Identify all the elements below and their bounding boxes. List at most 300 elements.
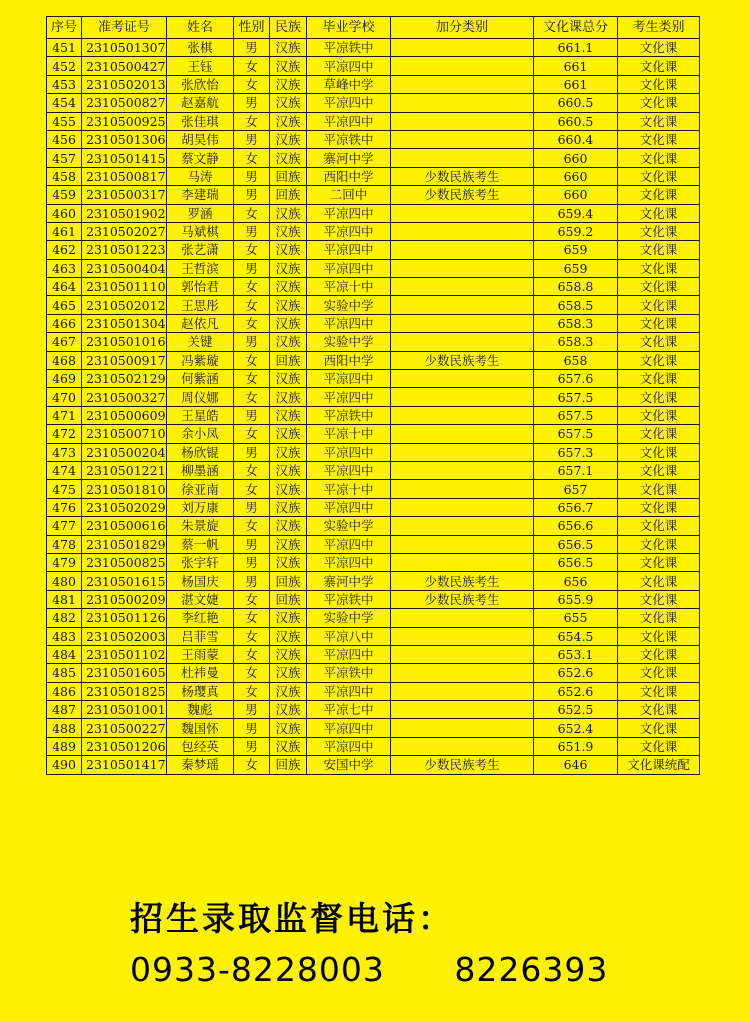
cell-total-score: 659 xyxy=(534,241,618,259)
header-seq: 序号 xyxy=(47,17,82,39)
table-row xyxy=(47,112,700,130)
cell-ethnicity: 回族 xyxy=(270,590,307,608)
cell-bonus-type xyxy=(391,664,534,682)
cell-ethnicity: 汉族 xyxy=(270,39,307,57)
cell-gender: 男 xyxy=(234,94,270,112)
cell-exam-number: 2310501206 xyxy=(82,737,167,755)
cell-seq: 483 xyxy=(47,627,82,645)
cell-seq: 464 xyxy=(47,278,82,296)
cell-total-score: 654.5 xyxy=(534,627,618,645)
cell-school: 平凉四中 xyxy=(307,204,391,222)
cell-bonus-type xyxy=(391,443,534,461)
cell-exam-number: 2310501306 xyxy=(82,130,167,148)
cell-name: 王哲滨 xyxy=(167,259,234,277)
table-row xyxy=(47,590,700,608)
cell-name: 赵嘉航 xyxy=(167,94,234,112)
cell-candidate-type: 文化课 xyxy=(618,609,700,627)
cell-bonus-type: 少数民族考生 xyxy=(391,590,534,608)
cell-bonus-type xyxy=(391,259,534,277)
cell-gender: 女 xyxy=(234,296,270,314)
cell-ethnicity: 回族 xyxy=(270,186,307,204)
cell-seq: 479 xyxy=(47,553,82,571)
cell-ethnicity: 回族 xyxy=(270,756,307,774)
cell-ethnicity: 汉族 xyxy=(270,553,307,571)
cell-exam-number: 2310502012 xyxy=(82,296,167,314)
cell-exam-number: 2310501223 xyxy=(82,241,167,259)
cell-name: 刘万康 xyxy=(167,498,234,516)
cell-candidate-type: 文化课 xyxy=(618,627,700,645)
cell-exam-number: 2310501126 xyxy=(82,609,167,627)
cell-candidate-type: 文化课 xyxy=(618,351,700,369)
cell-bonus-type xyxy=(391,425,534,443)
cell-gender: 男 xyxy=(234,572,270,590)
cell-seq: 460 xyxy=(47,204,82,222)
cell-bonus-type xyxy=(391,314,534,332)
cell-ethnicity: 汉族 xyxy=(270,737,307,755)
table-row xyxy=(47,259,700,277)
table-row xyxy=(47,204,700,222)
cell-exam-number: 2310502129 xyxy=(82,370,167,388)
cell-exam-number: 2310501810 xyxy=(82,480,167,498)
cell-exam-number: 2310501307 xyxy=(82,39,167,57)
cell-candidate-type: 文化课 xyxy=(618,278,700,296)
cell-gender: 女 xyxy=(234,278,270,296)
cell-ethnicity: 汉族 xyxy=(270,719,307,737)
cell-name: 张棋 xyxy=(167,39,234,57)
cell-gender: 女 xyxy=(234,664,270,682)
table-row xyxy=(47,75,700,93)
cell-bonus-type xyxy=(391,737,534,755)
cell-candidate-type: 文化课 xyxy=(618,370,700,388)
cell-gender: 男 xyxy=(234,498,270,516)
cell-name: 赵依凡 xyxy=(167,314,234,332)
cell-school: 平凉铁中 xyxy=(307,130,391,148)
cell-exam-number: 2310500917 xyxy=(82,351,167,369)
cell-candidate-type: 文化课 xyxy=(618,572,700,590)
cell-exam-number: 2310501417 xyxy=(82,756,167,774)
cell-bonus-type xyxy=(391,333,534,351)
cell-seq: 488 xyxy=(47,719,82,737)
table-row xyxy=(47,480,700,498)
cell-candidate-type: 文化课 xyxy=(618,461,700,479)
cell-school: 平凉四中 xyxy=(307,719,391,737)
cell-exam-number: 2310501615 xyxy=(82,572,167,590)
cell-total-score: 661 xyxy=(534,57,618,75)
cell-bonus-type xyxy=(391,94,534,112)
cell-bonus-type xyxy=(391,461,534,479)
cell-exam-number: 2310501829 xyxy=(82,535,167,553)
table-row xyxy=(47,572,700,590)
cell-ethnicity: 回族 xyxy=(270,351,307,369)
cell-ethnicity: 汉族 xyxy=(270,149,307,167)
cell-total-score: 655.9 xyxy=(534,590,618,608)
table-row xyxy=(47,682,700,700)
cell-candidate-type: 文化课 xyxy=(618,204,700,222)
cell-school: 平凉四中 xyxy=(307,259,391,277)
cell-bonus-type xyxy=(391,75,534,93)
table-row xyxy=(47,278,700,296)
cell-ethnicity: 汉族 xyxy=(270,388,307,406)
cell-candidate-type: 文化课 xyxy=(618,186,700,204)
cell-school: 平凉铁中 xyxy=(307,664,391,682)
cell-bonus-type xyxy=(391,296,534,314)
table-row xyxy=(47,94,700,112)
cell-seq: 471 xyxy=(47,406,82,424)
admission-table xyxy=(46,16,700,775)
header-ethnicity: 民族 xyxy=(270,17,307,39)
cell-exam-number: 2310500616 xyxy=(82,517,167,535)
cell-name: 罗涵 xyxy=(167,204,234,222)
cell-name: 蔡一帆 xyxy=(167,535,234,553)
cell-seq: 481 xyxy=(47,590,82,608)
header-candidate-type: 考生类别 xyxy=(618,17,700,39)
cell-exam-number: 2310501605 xyxy=(82,664,167,682)
table-row xyxy=(47,130,700,148)
cell-school: 平凉四中 xyxy=(307,535,391,553)
cell-school: 实验中学 xyxy=(307,609,391,627)
cell-exam-number: 2310502027 xyxy=(82,222,167,240)
cell-total-score: 660 xyxy=(534,186,618,204)
cell-name: 包经英 xyxy=(167,737,234,755)
cell-total-score: 661.1 xyxy=(534,39,618,57)
cell-total-score: 656 xyxy=(534,572,618,590)
cell-bonus-type xyxy=(391,701,534,719)
cell-seq: 462 xyxy=(47,241,82,259)
cell-ethnicity: 汉族 xyxy=(270,94,307,112)
cell-exam-number: 2310500209 xyxy=(82,590,167,608)
cell-seq: 465 xyxy=(47,296,82,314)
cell-total-score: 659.4 xyxy=(534,204,618,222)
cell-seq: 459 xyxy=(47,186,82,204)
table-row xyxy=(47,498,700,516)
cell-exam-number: 2310500925 xyxy=(82,112,167,130)
cell-exam-number: 2310501902 xyxy=(82,204,167,222)
cell-seq: 466 xyxy=(47,314,82,332)
cell-gender: 男 xyxy=(234,333,270,351)
cell-bonus-type: 少数民族考生 xyxy=(391,572,534,590)
cell-school: 平凉四中 xyxy=(307,241,391,259)
cell-gender: 女 xyxy=(234,75,270,93)
cell-name: 徐亚南 xyxy=(167,480,234,498)
table-row xyxy=(47,756,700,774)
cell-school: 实验中学 xyxy=(307,333,391,351)
cell-seq: 478 xyxy=(47,535,82,553)
cell-total-score: 657.5 xyxy=(534,406,618,424)
cell-exam-number: 2310500404 xyxy=(82,259,167,277)
cell-gender: 女 xyxy=(234,480,270,498)
cell-bonus-type xyxy=(391,39,534,57)
cell-exam-number: 2310501415 xyxy=(82,149,167,167)
cell-gender: 男 xyxy=(234,719,270,737)
cell-name: 王星皓 xyxy=(167,406,234,424)
cell-candidate-type: 文化课 xyxy=(618,480,700,498)
header-bonus-type: 加分类别 xyxy=(391,17,534,39)
cell-school: 平凉四中 xyxy=(307,57,391,75)
cell-school: 寨河中学 xyxy=(307,149,391,167)
cell-ethnicity: 汉族 xyxy=(270,664,307,682)
cell-school: 平凉四中 xyxy=(307,314,391,332)
cell-candidate-type: 文化课 xyxy=(618,517,700,535)
cell-candidate-type: 文化课 xyxy=(618,737,700,755)
cell-gender: 女 xyxy=(234,149,270,167)
cell-name: 杜祎曼 xyxy=(167,664,234,682)
cell-name: 杨国庆 xyxy=(167,572,234,590)
cell-name: 杨璎真 xyxy=(167,682,234,700)
cell-name: 张佳琪 xyxy=(167,112,234,130)
cell-name: 何紫涵 xyxy=(167,370,234,388)
cell-ethnicity: 汉族 xyxy=(270,75,307,93)
cell-school: 平凉铁中 xyxy=(307,39,391,57)
cell-ethnicity: 汉族 xyxy=(270,645,307,663)
table-row xyxy=(47,314,700,332)
cell-exam-number: 2310500710 xyxy=(82,425,167,443)
cell-exam-number: 2310501102 xyxy=(82,645,167,663)
cell-candidate-type: 文化课 xyxy=(618,222,700,240)
table-row xyxy=(47,737,700,755)
cell-ethnicity: 汉族 xyxy=(270,498,307,516)
cell-gender: 男 xyxy=(234,167,270,185)
table-row xyxy=(47,222,700,240)
cell-school: 平凉四中 xyxy=(307,222,391,240)
cell-school: 二回中 xyxy=(307,186,391,204)
cell-candidate-type: 文化课 xyxy=(618,57,700,75)
cell-total-score: 657.1 xyxy=(534,461,618,479)
cell-gender: 女 xyxy=(234,57,270,75)
cell-exam-number: 2310500204 xyxy=(82,443,167,461)
cell-candidate-type: 文化课 xyxy=(618,333,700,351)
cell-seq: 482 xyxy=(47,609,82,627)
cell-gender: 女 xyxy=(234,461,270,479)
cell-seq: 456 xyxy=(47,130,82,148)
cell-candidate-type: 文化课 xyxy=(618,645,700,663)
header-total-score: 文化课总分 xyxy=(534,17,618,39)
cell-bonus-type xyxy=(391,609,534,627)
cell-exam-number: 2310500827 xyxy=(82,94,167,112)
cell-name: 张宇轩 xyxy=(167,553,234,571)
cell-bonus-type: 少数民族考生 xyxy=(391,167,534,185)
cell-ethnicity: 汉族 xyxy=(270,701,307,719)
table-row xyxy=(47,186,700,204)
table-row xyxy=(47,645,700,663)
cell-total-score: 660.4 xyxy=(534,130,618,148)
cell-ethnicity: 汉族 xyxy=(270,682,307,700)
cell-gender: 女 xyxy=(234,241,270,259)
cell-gender: 男 xyxy=(234,443,270,461)
cell-seq: 485 xyxy=(47,664,82,682)
cell-total-score: 653.1 xyxy=(534,645,618,663)
cell-total-score: 659 xyxy=(534,259,618,277)
cell-bonus-type xyxy=(391,682,534,700)
cell-school: 平凉十中 xyxy=(307,278,391,296)
table-row xyxy=(47,443,700,461)
cell-school: 平凉四中 xyxy=(307,443,391,461)
cell-school: 平凉四中 xyxy=(307,94,391,112)
cell-exam-number: 2310500427 xyxy=(82,57,167,75)
cell-candidate-type: 文化课 xyxy=(618,535,700,553)
cell-bonus-type: 少数民族考生 xyxy=(391,186,534,204)
cell-bonus-type xyxy=(391,645,534,663)
cell-gender: 男 xyxy=(234,186,270,204)
cell-total-score: 659.2 xyxy=(534,222,618,240)
cell-total-score: 660 xyxy=(534,167,618,185)
cell-candidate-type: 文化课统配 xyxy=(618,756,700,774)
cell-bonus-type xyxy=(391,241,534,259)
cell-name: 马涛 xyxy=(167,167,234,185)
cell-exam-number: 2310501825 xyxy=(82,682,167,700)
cell-name: 吕菲雪 xyxy=(167,627,234,645)
cell-ethnicity: 汉族 xyxy=(270,314,307,332)
cell-school: 寨河中学 xyxy=(307,572,391,590)
cell-school: 平凉四中 xyxy=(307,682,391,700)
cell-candidate-type: 文化课 xyxy=(618,296,700,314)
table-row xyxy=(47,517,700,535)
cell-total-score: 658 xyxy=(534,351,618,369)
cell-candidate-type: 文化课 xyxy=(618,75,700,93)
cell-name: 周仪娜 xyxy=(167,388,234,406)
cell-bonus-type xyxy=(391,278,534,296)
cell-bonus-type xyxy=(391,719,534,737)
cell-total-score: 655 xyxy=(534,609,618,627)
cell-seq: 457 xyxy=(47,149,82,167)
cell-ethnicity: 汉族 xyxy=(270,627,307,645)
cell-ethnicity: 汉族 xyxy=(270,535,307,553)
cell-exam-number: 2310500327 xyxy=(82,388,167,406)
header-gender: 性别 xyxy=(234,17,270,39)
cell-seq: 461 xyxy=(47,222,82,240)
cell-candidate-type: 文化课 xyxy=(618,94,700,112)
cell-gender: 男 xyxy=(234,406,270,424)
cell-name: 余小凤 xyxy=(167,425,234,443)
cell-ethnicity: 汉族 xyxy=(270,130,307,148)
cell-seq: 475 xyxy=(47,480,82,498)
table-row xyxy=(47,388,700,406)
cell-gender: 女 xyxy=(234,645,270,663)
cell-school: 实验中学 xyxy=(307,517,391,535)
cell-ethnicity: 汉族 xyxy=(270,333,307,351)
table-row xyxy=(47,553,700,571)
header-school: 毕业学校 xyxy=(307,17,391,39)
cell-ethnicity: 汉族 xyxy=(270,480,307,498)
cell-candidate-type: 文化课 xyxy=(618,314,700,332)
cell-school: 西阳中学 xyxy=(307,351,391,369)
cell-school: 平凉十中 xyxy=(307,480,391,498)
cell-gender: 女 xyxy=(234,425,270,443)
cell-name: 冯紫璇 xyxy=(167,351,234,369)
cell-bonus-type xyxy=(391,535,534,553)
cell-school: 草峰中学 xyxy=(307,75,391,93)
table-row xyxy=(47,535,700,553)
cell-candidate-type: 文化课 xyxy=(618,701,700,719)
cell-total-score: 660 xyxy=(534,149,618,167)
cell-school: 平凉四中 xyxy=(307,112,391,130)
cell-ethnicity: 汉族 xyxy=(270,204,307,222)
table-row xyxy=(47,370,700,388)
cell-name: 秦梦瑶 xyxy=(167,756,234,774)
header-name: 姓名 xyxy=(167,17,234,39)
cell-bonus-type xyxy=(391,480,534,498)
cell-gender: 男 xyxy=(234,737,270,755)
cell-bonus-type xyxy=(391,517,534,535)
supervision-hotline-label: 招生录取监督电话： xyxy=(130,899,454,938)
cell-exam-number: 2310500317 xyxy=(82,186,167,204)
cell-seq: 489 xyxy=(47,737,82,755)
cell-name: 湛文婕 xyxy=(167,590,234,608)
cell-exam-number: 2310500825 xyxy=(82,553,167,571)
cell-school: 平凉铁中 xyxy=(307,406,391,424)
cell-total-score: 658.5 xyxy=(534,296,618,314)
cell-bonus-type: 少数民族考生 xyxy=(391,351,534,369)
cell-gender: 女 xyxy=(234,756,270,774)
cell-bonus-type xyxy=(391,627,534,645)
cell-seq: 474 xyxy=(47,461,82,479)
cell-gender: 男 xyxy=(234,535,270,553)
cell-name: 胡昊伟 xyxy=(167,130,234,148)
cell-seq: 487 xyxy=(47,701,82,719)
cell-school: 平凉四中 xyxy=(307,388,391,406)
cell-bonus-type: 少数民族考生 xyxy=(391,756,534,774)
cell-school: 平凉四中 xyxy=(307,553,391,571)
cell-candidate-type: 文化课 xyxy=(618,130,700,148)
cell-seq: 472 xyxy=(47,425,82,443)
cell-seq: 452 xyxy=(47,57,82,75)
cell-school: 实验中学 xyxy=(307,296,391,314)
cell-bonus-type xyxy=(391,112,534,130)
cell-name: 马斌棋 xyxy=(167,222,234,240)
cell-ethnicity: 汉族 xyxy=(270,222,307,240)
cell-candidate-type: 文化课 xyxy=(618,682,700,700)
cell-seq: 480 xyxy=(47,572,82,590)
cell-bonus-type xyxy=(391,204,534,222)
phone-number-1: 0933-8228003 xyxy=(130,950,385,989)
cell-seq: 469 xyxy=(47,370,82,388)
cell-name: 李红艳 xyxy=(167,609,234,627)
cell-total-score: 661 xyxy=(534,75,618,93)
cell-seq: 454 xyxy=(47,94,82,112)
cell-bonus-type xyxy=(391,370,534,388)
cell-candidate-type: 文化课 xyxy=(618,167,700,185)
cell-seq: 486 xyxy=(47,682,82,700)
cell-ethnicity: 汉族 xyxy=(270,609,307,627)
cell-name: 张艺潇 xyxy=(167,241,234,259)
cell-gender: 女 xyxy=(234,517,270,535)
cell-total-score: 657.5 xyxy=(534,425,618,443)
table-row xyxy=(47,39,700,57)
cell-ethnicity: 汉族 xyxy=(270,57,307,75)
cell-total-score: 656.5 xyxy=(534,553,618,571)
cell-school: 平凉十中 xyxy=(307,425,391,443)
cell-gender: 男 xyxy=(234,259,270,277)
cell-candidate-type: 文化课 xyxy=(618,39,700,57)
cell-bonus-type xyxy=(391,222,534,240)
cell-exam-number: 2310501304 xyxy=(82,314,167,332)
cell-seq: 470 xyxy=(47,388,82,406)
cell-seq: 467 xyxy=(47,333,82,351)
cell-total-score: 652.6 xyxy=(534,682,618,700)
cell-seq: 458 xyxy=(47,167,82,185)
cell-ethnicity: 汉族 xyxy=(270,112,307,130)
cell-ethnicity: 回族 xyxy=(270,572,307,590)
cell-name: 关键 xyxy=(167,333,234,351)
cell-gender: 男 xyxy=(234,553,270,571)
cell-exam-number: 2310500227 xyxy=(82,719,167,737)
cell-gender: 女 xyxy=(234,590,270,608)
cell-total-score: 652.6 xyxy=(534,664,618,682)
table-row xyxy=(47,167,700,185)
cell-school: 平凉四中 xyxy=(307,370,391,388)
cell-name: 魏国怀 xyxy=(167,719,234,737)
cell-gender: 女 xyxy=(234,204,270,222)
cell-seq: 476 xyxy=(47,498,82,516)
